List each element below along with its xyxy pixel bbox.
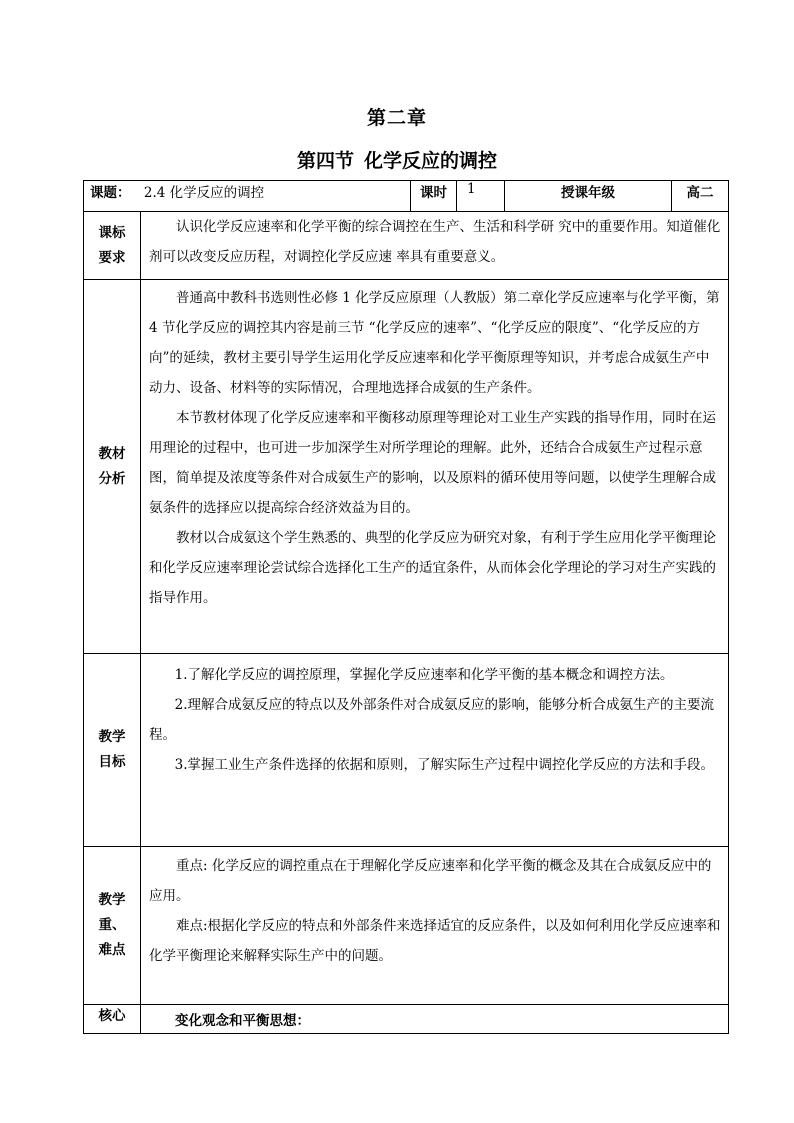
goals-content: [141, 654, 729, 847]
section-title: [0, 146, 794, 173]
curriculum-row: [84, 212, 729, 280]
header-row: [84, 181, 729, 212]
grade-value: 高二: [672, 181, 729, 212]
curriculum-label-line1: 课标: [98, 224, 126, 241]
core-row: [84, 1005, 729, 1034]
goal-item: 1.了解化学反应的调控原理，掌握化学反应速率和化学平衡的基本概念和调控方法。: [174, 667, 674, 683]
keypoints-label-line2: 重、: [98, 917, 126, 933]
goal-item: 3.掌握工业生产条件选择的依据和原则，了解实际生产过程中调控化学反应的方法和手段。: [174, 757, 715, 773]
material-paragraph: 普通高中教科书选则性必修 1 化学反应原理（人教版）第二章化学反应速率与化学平衡，第 4 节化学反应的调控其内容是前三节 “化学反应的速率”、“化学反应的限度”、“化学反应的方向”的延续，教材主要引导学生运用化学反应速率和化学平衡原理等知识，并考虑合成氨生产中动力、设备、材料等的实际情况，合理地选择合成氨的生产条件。: [149, 290, 720, 396]
keypoints-label-line3: 难点: [98, 942, 126, 958]
material-label-line2: 分析: [98, 470, 126, 487]
goal-item: 2.理解合成氨反应的特点以及外部条件对合成氨反应的影响，能够分析合成氨生产的主要流程。: [149, 697, 715, 743]
lesson-plan-table: [83, 180, 729, 1034]
section-number: 第四节: [296, 150, 354, 172]
difficult-point: 难点:根据化学反应的特点和外部条件来选择适宜的反应条件，以及如何利用化学反应速率和化学平衡理论来解释实际生产中的问题。: [149, 918, 721, 964]
chapter-title: 第二章: [366, 107, 427, 129]
goals-row: [84, 654, 729, 847]
core-label: 核心: [84, 1005, 141, 1034]
hours-label: 课时: [411, 181, 457, 212]
keypoints-label-line1: 教学: [98, 892, 126, 908]
material-paragraph: 本节教材体现了化学反应速率和平衡移动原理等理论对工业生产实践的指导作用，同时在运用理论的过程中，也可进一步加深学生对所学理论的理解。此外，还结合合成氨生产过程示意图，简单提及浓度等条件对合成氨生产的影响，以及原料的循环使用等问题，以使学生理解合成氨条件的选择应以提高综合经济效益为目的。: [149, 410, 716, 516]
curriculum-content: [141, 212, 729, 280]
core-content: 变化观念和平衡思想：: [141, 1005, 729, 1034]
material-content: [141, 280, 729, 654]
material-label-line1: 教材: [98, 445, 126, 462]
keypoints-content: [141, 847, 729, 1005]
section-name: 化学反应的调控: [364, 150, 498, 172]
keypoints-label: [84, 847, 141, 1005]
topic-label: 课题：: [90, 185, 131, 201]
topic-value: 2.4 化学反应的调控: [143, 185, 265, 201]
curriculum-label-line2: 要求: [98, 249, 126, 266]
goals-label-line2: 目标: [98, 754, 126, 770]
goals-label: [84, 654, 141, 847]
material-paragraph: 教材以合成氨这个学生熟悉的、典型的化学反应为研究对象，有利于学生应用化学平衡理论和化学反应速率理论尝试综合选择化工生产的适宜条件，从而体会化学理论的学习对生产实践的指导作用。: [149, 530, 716, 606]
material-row: [84, 280, 729, 654]
keypoints-row: [84, 847, 729, 1005]
curriculum-label: [84, 212, 141, 280]
goals-label-line1: 教学: [98, 729, 126, 745]
topic-cell: [84, 181, 411, 212]
curriculum-text: 认识化学反应速率和化学平衡的综合调控在生产、生活和科学研 究中的重要作用。知道催化剂可以改变反应历程，对调控化学反应速 率具有重要意义。: [149, 219, 721, 265]
hours-value: 1: [457, 181, 505, 212]
key-point: 重点: 化学反应的调控重点在于理解化学反应速率和化学平衡的概念及其在合成氨反应中的应用。: [149, 858, 712, 904]
material-label: [84, 280, 141, 654]
grade-label: 授课年级: [505, 181, 672, 212]
